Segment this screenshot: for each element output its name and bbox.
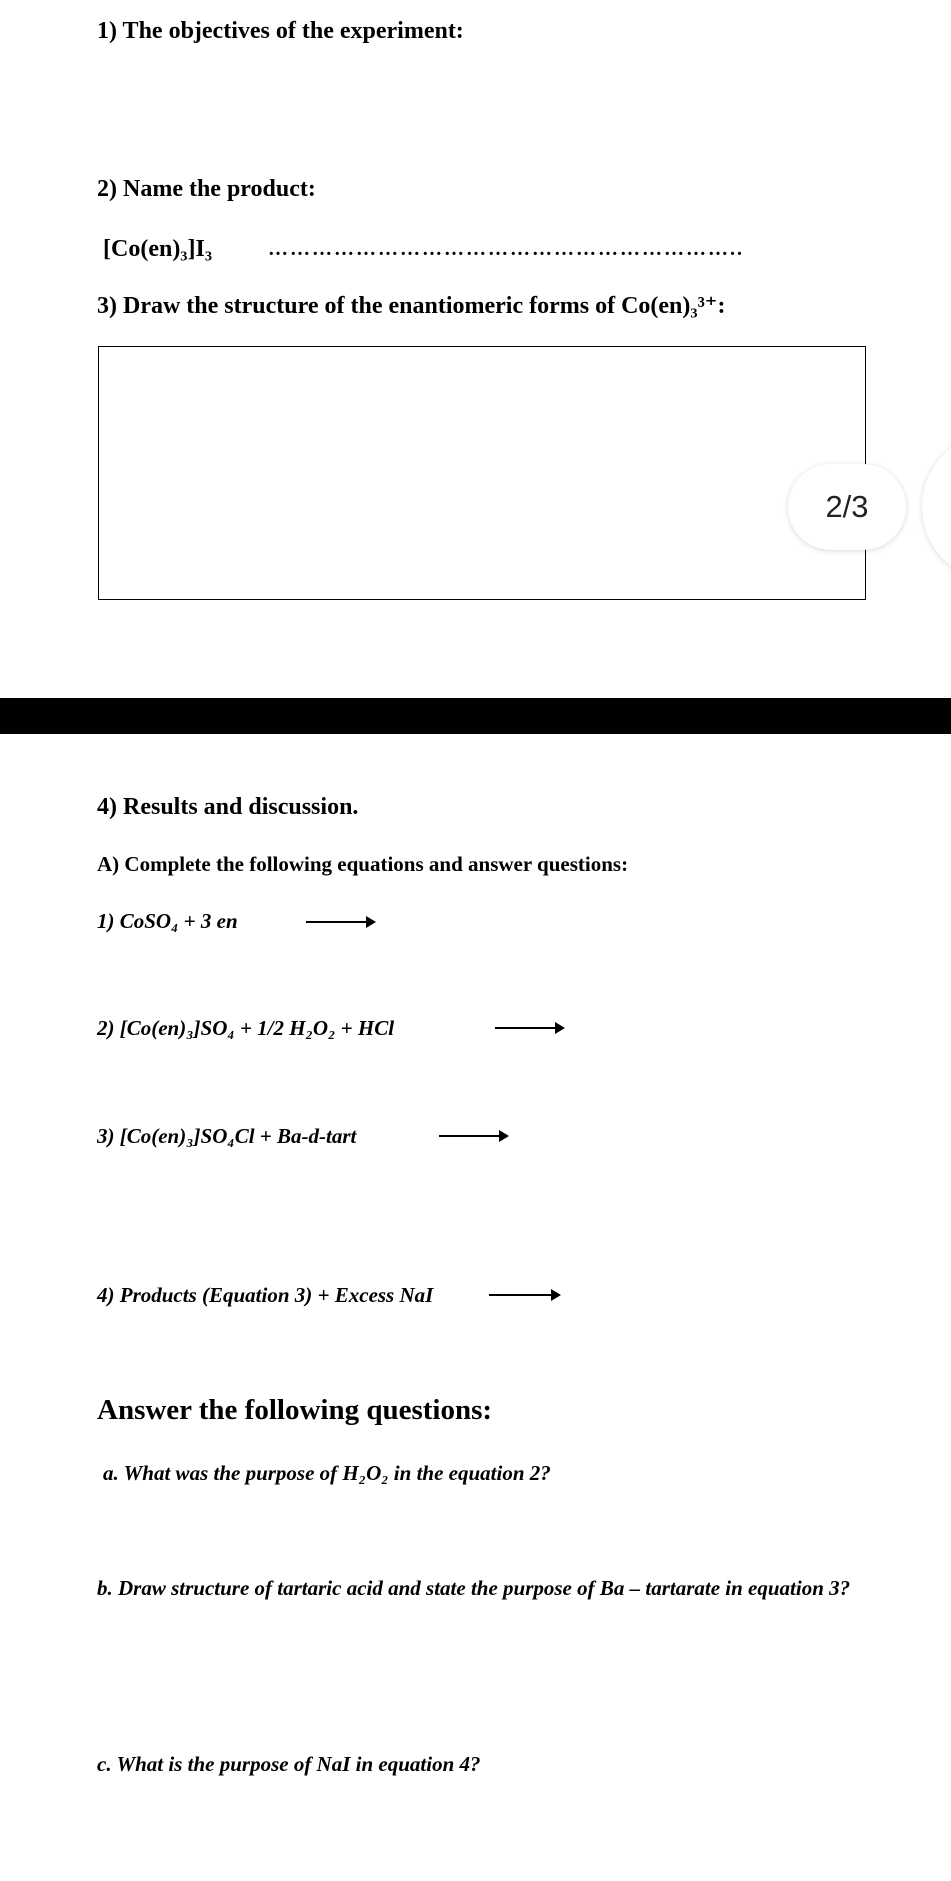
drawing-box: [98, 346, 866, 600]
equation-1: 1) CoSO₄ + 3 en: [97, 909, 238, 933]
question-b: b. Draw structure of tartaric acid and state the purpose of Ba – tartarate in equation 3?: [97, 1576, 851, 1600]
equation-2-arrow: [495, 1022, 565, 1034]
equation-4-arrow: [489, 1289, 561, 1301]
viewer-side-button[interactable]: [922, 432, 951, 582]
section-4-subtitle: A) Complete the following equations and answer questions:: [97, 852, 629, 876]
section-3-title: 3) Draw the structure of the enantiomeric forms of Co(en)₃³⁺:: [97, 293, 726, 319]
answer-dotted-line: ………………………………………………………..: [268, 238, 744, 260]
question-a: a. What was the purpose of H₂O₂ in the equation 2?: [103, 1461, 551, 1485]
section-2-title: 2) Name the product:: [97, 176, 316, 202]
question-c: c. What is the purpose of NaI in equation 4?: [97, 1752, 481, 1776]
section-4-title: 4) Results and discussion.: [97, 794, 359, 820]
equation-4: 4) Products (Equation 3) + Excess NaI: [97, 1283, 434, 1307]
product-formula: [Co(en)₃]I₃: [103, 236, 213, 262]
section-1-title: 1) The objectives of the experiment:: [97, 18, 464, 44]
page-indicator: 2/3: [788, 464, 906, 550]
equation-1-arrow: [306, 916, 376, 928]
page-separator: [0, 698, 951, 734]
equation-2: 2) [Co(en)₃]SO₄ + 1/2 H₂O₂ + HCl: [97, 1016, 395, 1040]
equation-3: 3) [Co(en)₃]SO₄Cl + Ba-d-tart: [97, 1124, 357, 1148]
questions-title: Answer the following questions:: [97, 1394, 493, 1426]
equation-3-arrow: [439, 1130, 509, 1142]
